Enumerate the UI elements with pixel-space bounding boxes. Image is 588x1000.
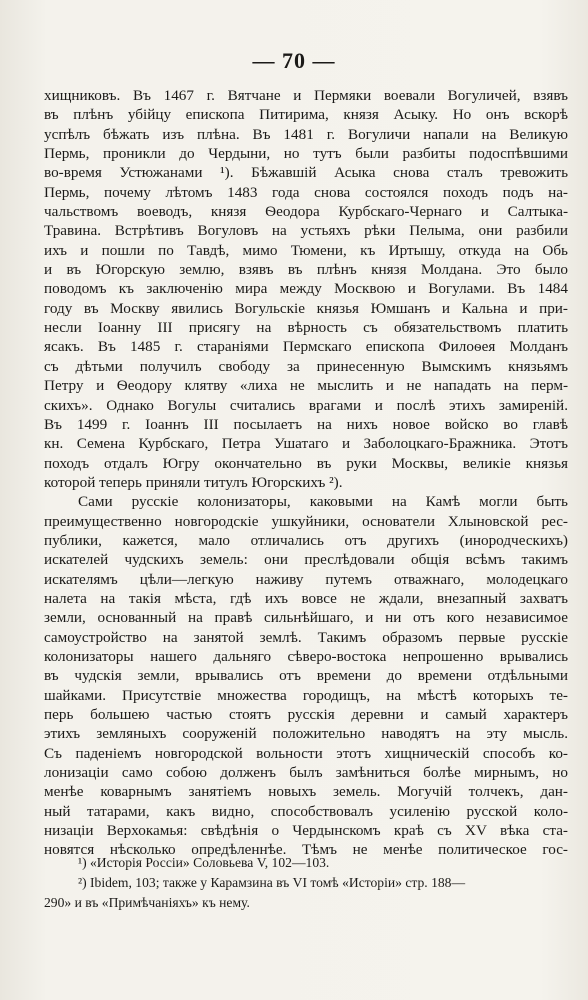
text-line: чальствомъ воеводъ, князя Ѳеодора Курбскаго-Чернаго и Салтыка- — [44, 203, 568, 221]
text-line: менѣе коварнымъ занятіемъ новыхъ земель. Могучій толчекъ, дан- — [44, 783, 568, 801]
body-text — [44, 86, 568, 860]
text-line: налета на такія мѣста, гдѣ ихъ вовсе не ждали, внезапный захватъ — [44, 589, 568, 607]
text-line: Петру и Ѳеодору клятву «лиха не мыслить и не нападать на перм- — [44, 377, 568, 395]
footnote-line: ²) Ibidem, 103; также у Карамзина въ VI томѣ «Исторіи» стр. 188— — [78, 875, 466, 890]
text-line: которой теперь приняли титулъ Югорскихъ ²). — [44, 473, 343, 491]
text-line: несли Іоанну III присягу на вѣрность съ обязательствомъ платить — [44, 319, 568, 337]
text-line: искателей чудскихъ земель: они преслѣдовали общія всѣмъ такимъ — [44, 551, 568, 569]
text-line: новятся нѣсколько опредѣленнѣе. Тѣмъ не менѣе политическое гос- — [44, 841, 568, 859]
text-line: искателямъ цѣли—легкую наживу путемъ отважнаго, молодецкаго — [44, 570, 568, 588]
text-line: преимущественно новгородскіе ушкуйники, основатели Хлыновской рес- — [44, 512, 568, 530]
text-line: Въ 1499 г. Іоаннъ III посылаетъ на нихъ новое войско во главѣ — [44, 415, 568, 433]
text-line: Пермь, почему лѣтомъ 1483 года снова состоялся походъ подъ на- — [44, 183, 568, 201]
text-line: успѣлъ бѣжать изъ плѣна. Въ 1481 г. Вогуличи напали на Великую — [44, 125, 568, 143]
text-line: этихъ земляныхъ сооруженій положительно наводятъ на эту мысль. — [44, 725, 568, 743]
text-line: самоустройство на занятой землѣ. Такимъ образомъ первые русскіе — [44, 628, 568, 646]
text-line: и въ Югорскую землю, взявъ въ плѣнъ князя Молдана. Это было — [44, 261, 568, 279]
text-line: Пермь, проникли до Чердыни, но тутъ были разбиты подоспѣвшими — [44, 145, 568, 163]
text-line: Сами русскіе колонизаторы, каковыми на Камѣ могли быть — [78, 493, 568, 511]
text-line: въ плѣнъ убійцу епископа Питирима, князя Асыку. Но онъ вскорѣ — [44, 106, 568, 124]
text-line: въ чудскія земли, врывались отъ времени до времени отдѣльными — [44, 667, 568, 685]
footnote-line: ¹) «Исторія Россіи» Соловьева V, 102—103. — [78, 855, 330, 870]
text-line: ный татарами, какъ видно, способствовалъ усиленію русской коло- — [44, 802, 568, 820]
text-line: Травина. Встрѣтивъ Вогуловъ на устьяхъ рѣки Пелыма, они разбили — [44, 222, 568, 240]
text-line: во-время Устюжанами ¹). Бѣжавшій Асыка снова сталъ тревожить — [44, 164, 568, 182]
text-line: ясакъ. Въ 1485 г. стараніями Пермскаго епископа Филоѳея Молданъ — [44, 338, 568, 356]
text-line: колонизаторы нашего дальняго сѣверо-востока непрошенно врывались — [44, 647, 568, 665]
footnote-line: 290» и въ «Примѣчаніяхъ» къ нему. — [44, 895, 250, 910]
text-line: скихъ». Однако Вогулы считались врагами и послѣ этихъ замиреній. — [44, 396, 568, 414]
text-line: кн. Семена Курбскаго, Петра Ушатаго и Заболоцкаго-Бражника. Этотъ — [44, 435, 568, 453]
text-line: году въ Москву явились Вогульскіе князья Юмшанъ и Кальна и при- — [44, 299, 568, 317]
text-line: низаціи Верхокамья: свѣдѣнія о Чердынскомъ краѣ съ XV вѣка ста- — [44, 822, 568, 840]
text-line: земли, основанный на правѣ сильнѣйшаго, и ни отъ кого независимое — [44, 609, 568, 627]
text-line: походъ отдалъ Югру окончательно въ руки Москвы, великіе князья — [44, 454, 568, 472]
text-line: публики, кажется, мало отличались отъ другихъ (инородческихъ) — [44, 531, 568, 549]
text-line: ихъ и пошли по Тавдѣ, мимо Тюмени, къ Иртышу, откуда на Обь — [44, 241, 568, 259]
text-line: лонизаціи само собою долженъ былъ замѣниться болѣе мирнымъ, но — [44, 764, 568, 782]
text-line: съ дѣтьми получилъ свободу за принесенную Вымскимъ князьямъ — [44, 357, 568, 375]
text-line: хищниковъ. Въ 1467 г. Вятчане и Пермяки воевали Вогуличей, взявъ — [44, 87, 568, 104]
text-line: поводомъ къ заключенію мира между Москвою и Вогулами. Въ 1484 — [44, 280, 568, 298]
text-line: перь большею частью стоятъ русскія деревни и самый характеръ — [44, 706, 568, 723]
text-line: Съ паденіемъ новгородской вольности этотъ хищническій способъ ко- — [44, 744, 568, 762]
page-number: — 70 — — [252, 48, 336, 73]
footnotes — [44, 853, 568, 913]
text-line: шайками. Присутствіе множества городищъ, на мѣстѣ которыхъ те- — [44, 686, 568, 704]
